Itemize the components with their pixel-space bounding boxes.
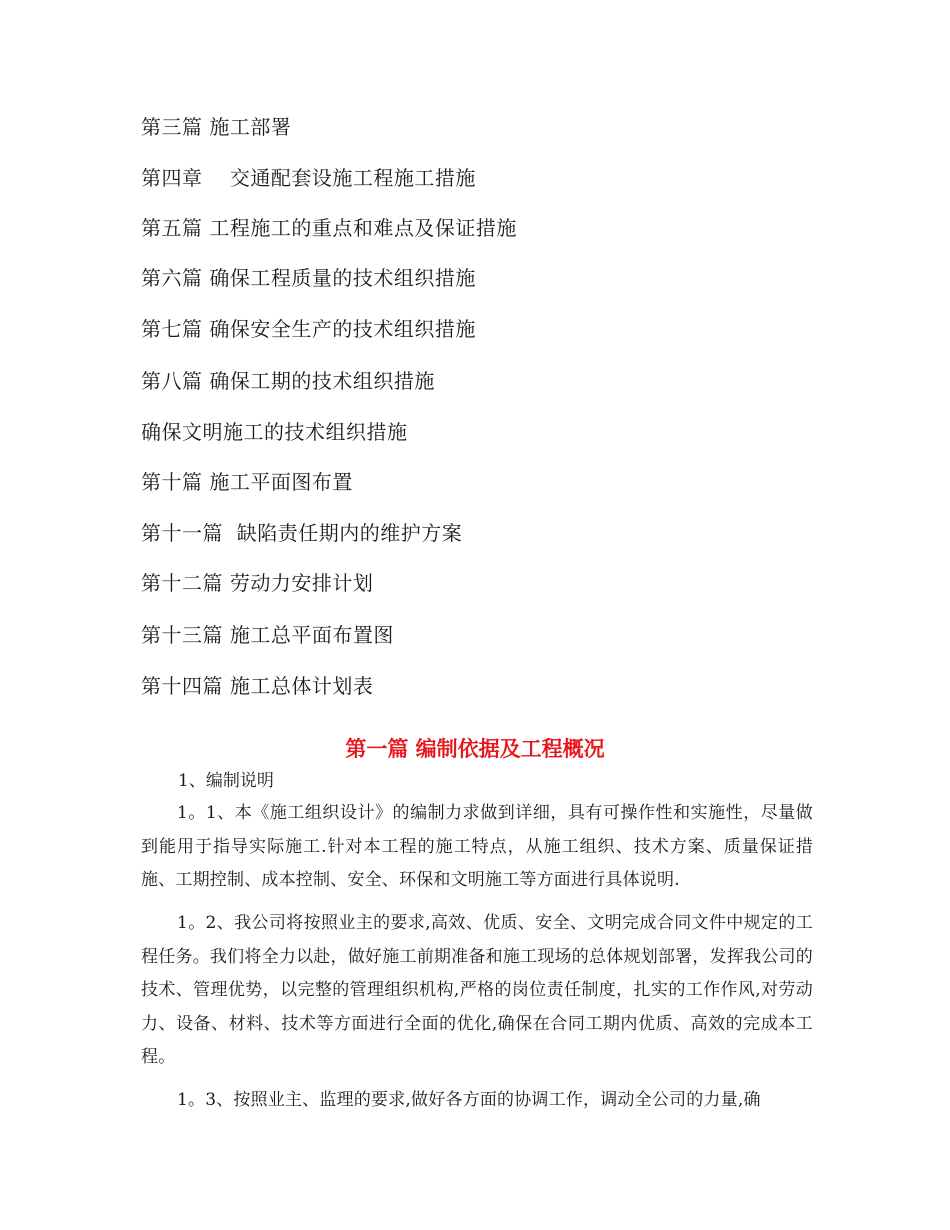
subheading: 1、编制说明 (178, 771, 274, 791)
toc-item: 第十二篇 劳动力安排计划 (141, 571, 374, 595)
paragraph: 1。3、按照业主、监理的要求,做好各方面的协调工作，调动全公司的力量,确 (177, 1090, 761, 1110)
toc-item: 第十一篇 缺陷责任期内的维护方案 (141, 521, 463, 545)
section-title: 第一篇 编制依据及工程概况 (345, 737, 605, 761)
toc-item: 第八篇 确保工期的技术组织措施 (141, 369, 435, 393)
toc-item: 确保文明施工的技术组织措施 (141, 420, 408, 444)
paragraph: 1。1、本《施工组织设计》的编制力求做到详细，具有可操作性和实施性，尽量做到能用于指导实际施工.针对本工程的施工特点，从施工组织、技术方案、质量保证措施、工期控制、成本控制、安全、环保和文明施工等方面进行具体说明. (141, 803, 813, 890)
toc-item: 第五篇 工程施工的重点和难点及保证措施 (141, 216, 517, 240)
toc-item: 第十三篇 施工总平面布置图 (141, 623, 394, 647)
toc-item: 第十篇 施工平面图布置 (141, 470, 353, 494)
toc-item: 第四章 交通配套设施工程施工措施 (141, 166, 476, 190)
toc-item: 第十四篇 施工总体计划表 (141, 674, 374, 698)
toc-item: 第三篇 施工部署 (141, 115, 292, 139)
paragraph: 1。2、我公司将按照业主的要求,高效、优质、安全、文明完成合同文件中规定的工程任务。我们将全力以赴，做好施工前期准备和施工现场的总体规划部署，发挥我公司的技术、管理优势，以完整的管理组织机构,严格的岗位责任制度，扎实的工作作风,对劳动力、设备、材料、技术等方面进行全面的优化,确保在合同工期内优质、高效的完成本工程。 (141, 913, 813, 1067)
toc-item: 第七篇 确保安全生产的技术组织措施 (141, 317, 476, 341)
toc-item: 第六篇 确保工程质量的技术组织措施 (141, 266, 476, 290)
